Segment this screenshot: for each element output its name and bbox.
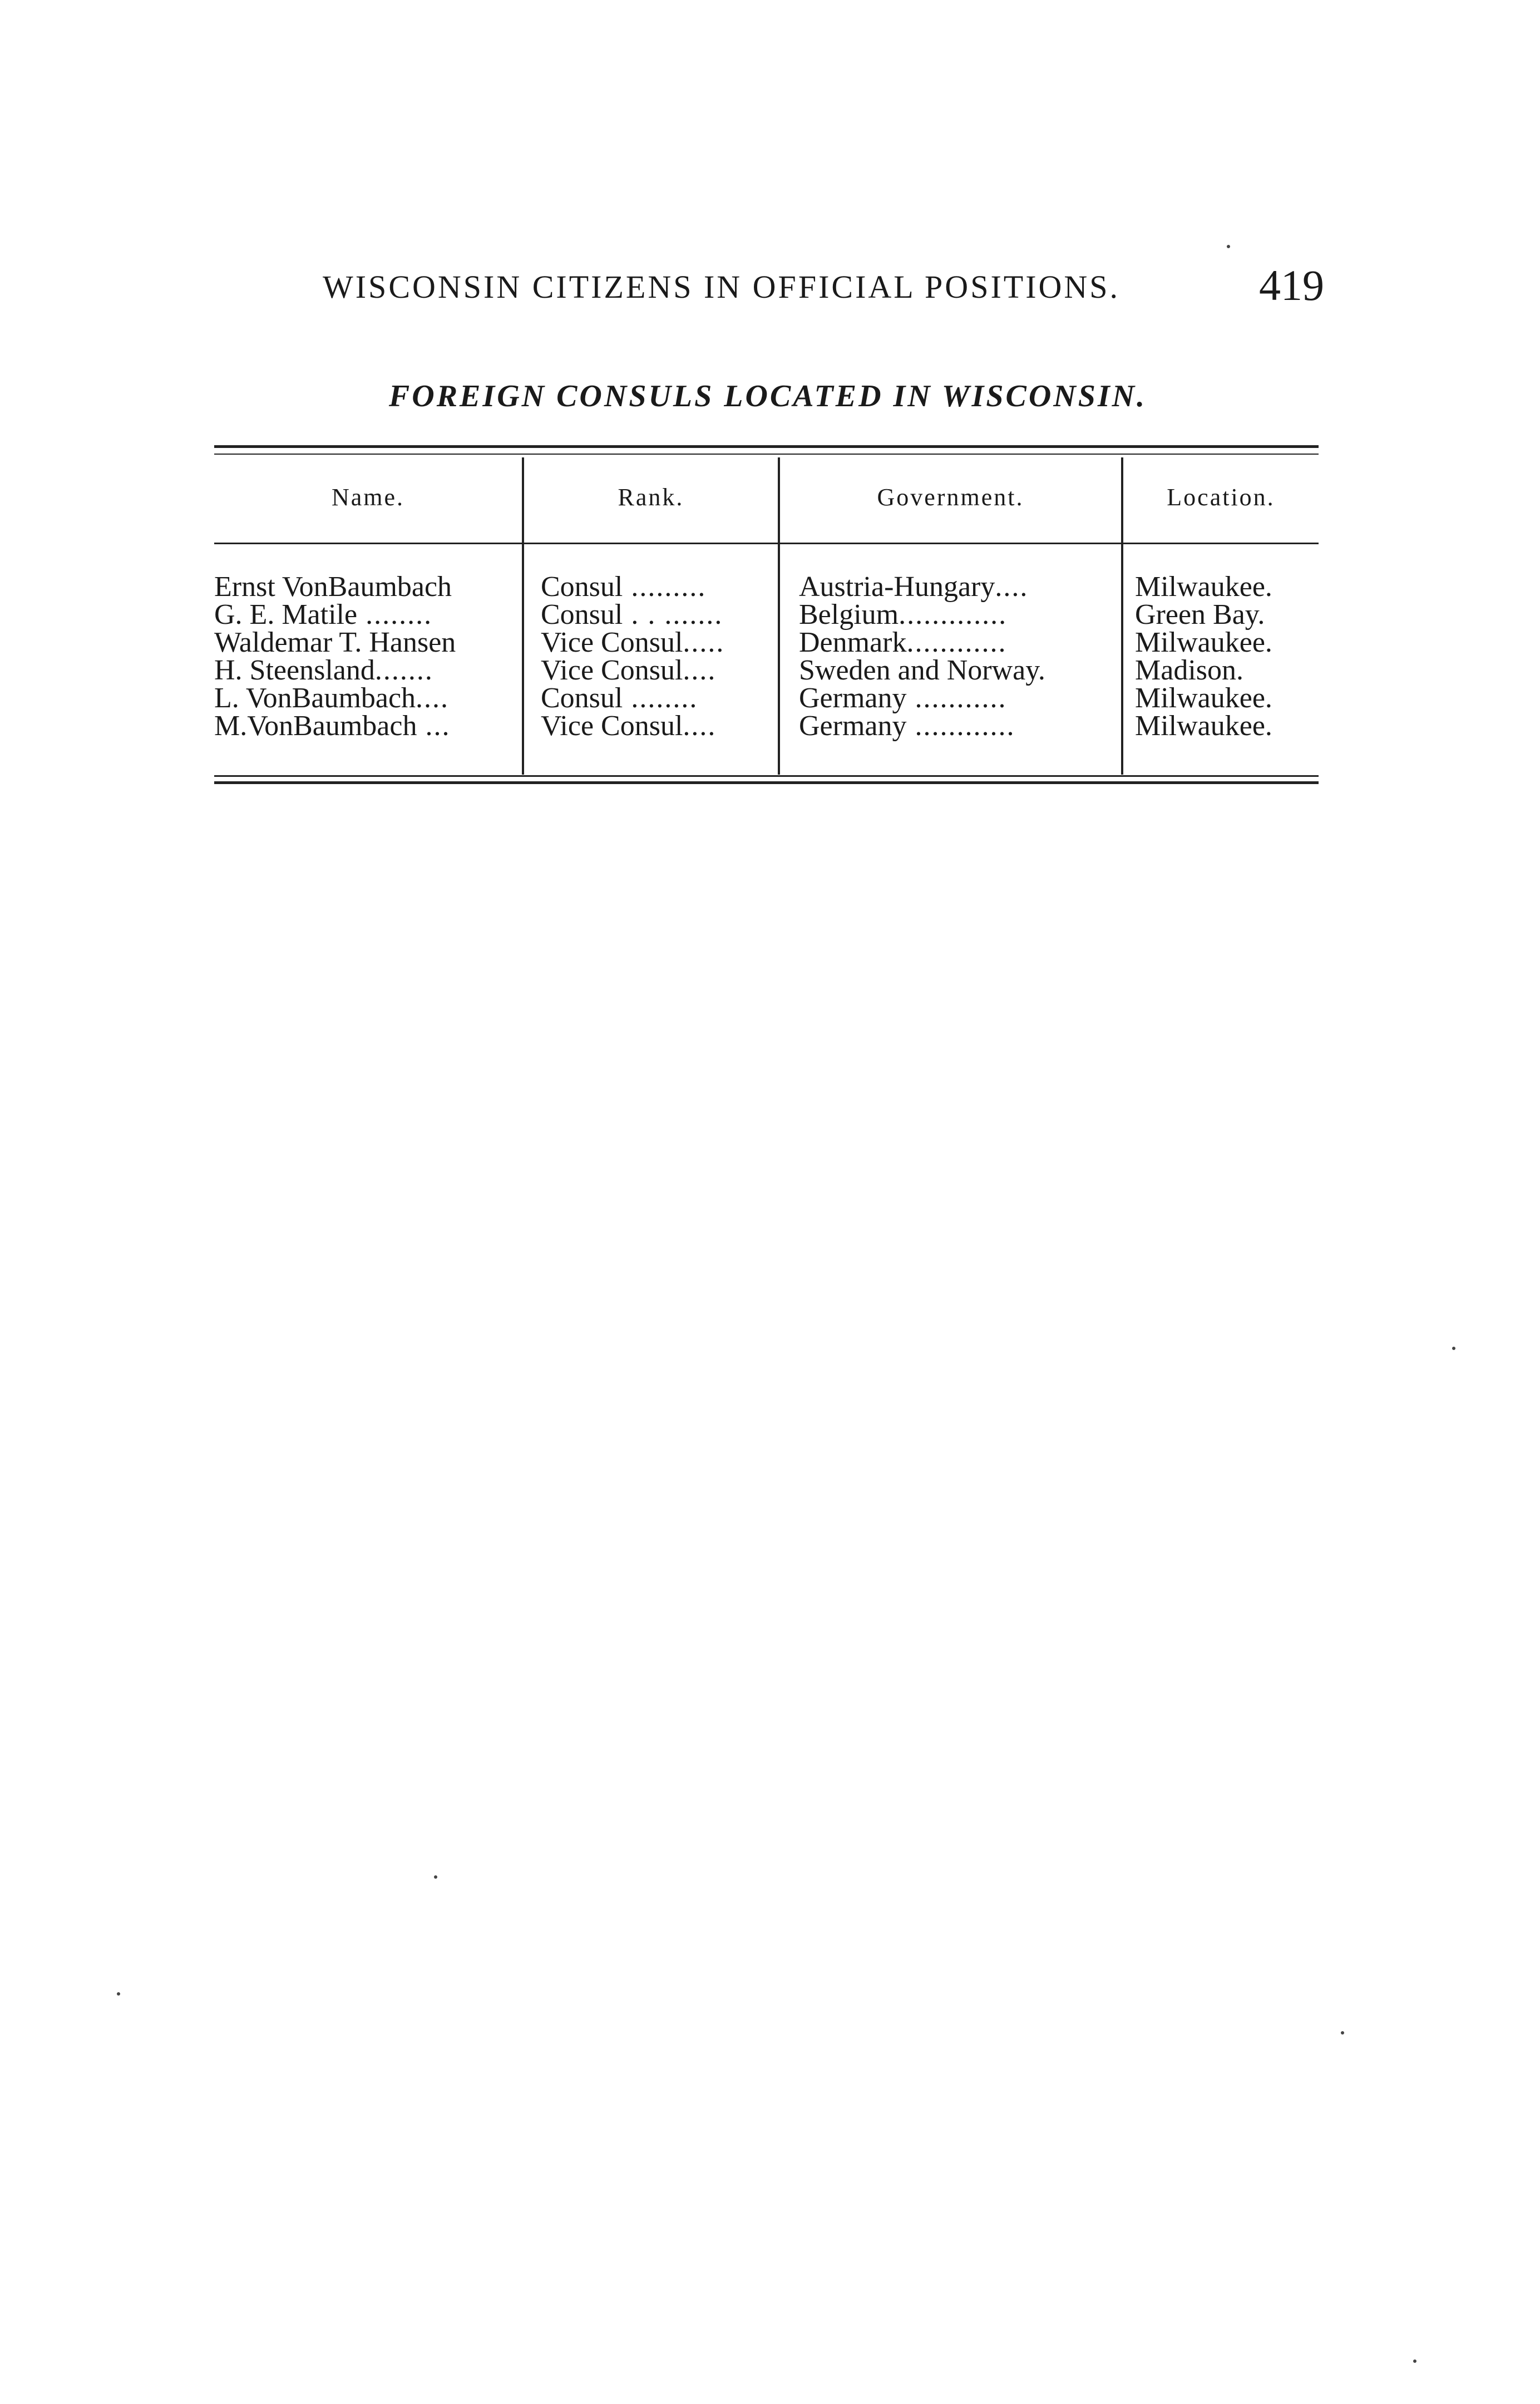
cell-rank: Vice Consul.... [541, 654, 717, 686]
header-bottom-rule [214, 543, 1319, 544]
cell-government: Germany ............ [799, 710, 1015, 742]
cell-name: M.VonBaumbach ... [214, 710, 451, 742]
column-header-name: Name. [331, 484, 405, 511]
page-number: 419 [1259, 261, 1324, 309]
paper-speck [1227, 245, 1230, 248]
running-head [312, 260, 1324, 311]
cell-name: Waldemar T. Hansen [214, 627, 456, 658]
cell-rank: Consul ......... [541, 571, 707, 603]
cell-government: Sweden and Norway. [799, 654, 1045, 686]
cell-location: Milwaukee. [1135, 627, 1272, 658]
table-title: FOREIGN CONSULS LOCATED IN WISCONSIN. [388, 379, 1147, 413]
cell-location: Milwaukee. [1135, 571, 1272, 603]
cell-rank: Vice Consul.... [541, 710, 717, 742]
table-top-rule [214, 445, 1319, 448]
cell-rank: Consul ........ [541, 682, 698, 714]
running-title: WISCONSIN CITIZENS IN OFFICIAL POSITIONS. [323, 269, 1121, 305]
cell-rank: Consul . . ....... [541, 599, 723, 630]
cell-location: Green Bay. [1135, 599, 1265, 630]
cell-government: Denmark............ [799, 627, 1007, 658]
table-bottom-rule-thick [214, 781, 1319, 784]
paper-speck [434, 1875, 437, 1879]
table-bottom-rule [214, 775, 1319, 777]
cell-location: Milwaukee. [1135, 710, 1272, 742]
column-header-rank: Rank. [618, 484, 684, 511]
paper-speck [117, 1992, 120, 1996]
cell-government: Austria-Hungary.... [799, 571, 1029, 603]
cell-government: Belgium............. [799, 599, 1008, 630]
paper-speck [1452, 1347, 1455, 1350]
cell-rank: Vice Consul..... [541, 627, 725, 658]
cell-name: G. E. Matile ........ [214, 599, 433, 630]
cell-name: L. VonBaumbach.... [214, 682, 450, 714]
cell-location: Madison. [1135, 654, 1243, 686]
table-top-rule-thin [214, 454, 1319, 455]
paper-speck [1341, 2031, 1344, 2034]
cell-name: Ernst VonBaumbach [214, 571, 452, 603]
column-header-government: Government. [877, 484, 1024, 511]
paper-speck [1413, 2359, 1416, 2363]
column-header-location: Location. [1167, 484, 1275, 511]
cell-location: Milwaukee. [1135, 682, 1272, 714]
cell-government: Germany ........... [799, 682, 1007, 714]
cell-name: H. Steensland....... [214, 654, 433, 686]
